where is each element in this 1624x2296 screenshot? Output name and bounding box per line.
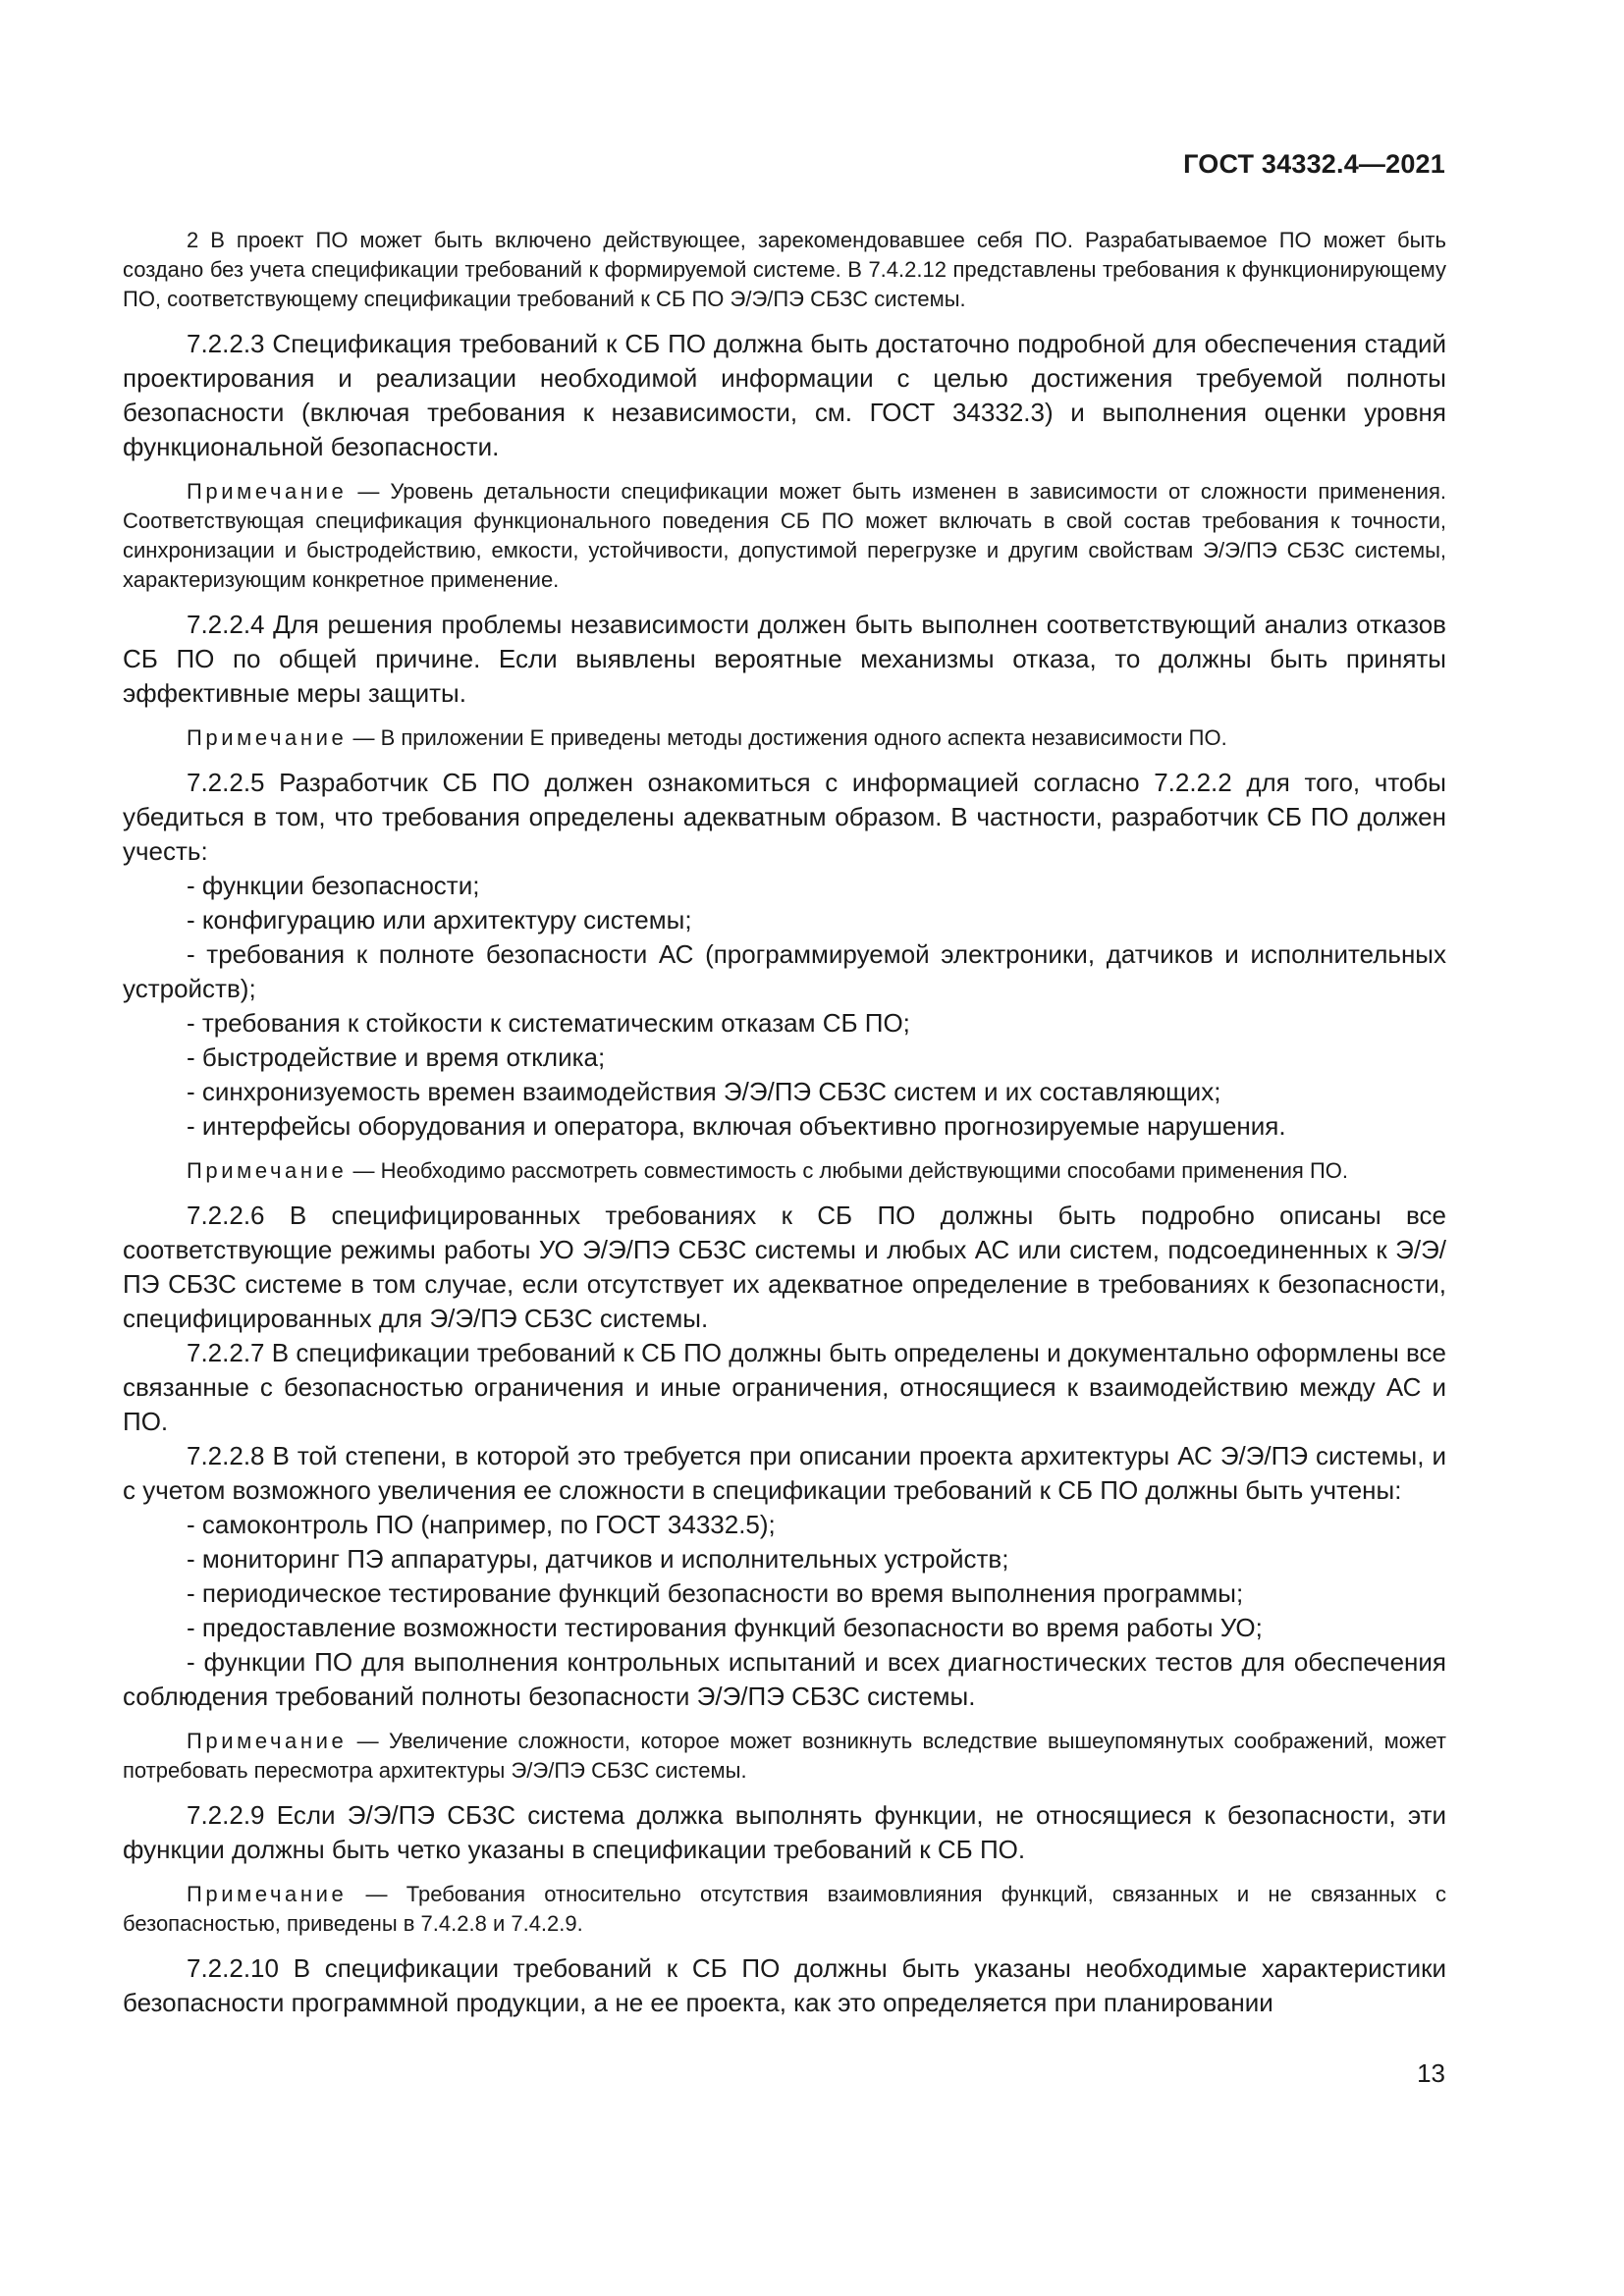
note-label: Примечание: [187, 479, 348, 504]
list-item: - периодическое тестирование функций безопасности во время выполнения программы;: [187, 1578, 1244, 1608]
note-text: — Необходимо рассмотреть совместимость с любыми действующими способами применения ПО.: [347, 1158, 1348, 1183]
clause-7-2-2-3: 7.2.2.3 Спецификация требований к СБ ПО должна быть достаточно подробной для обеспечения стадий проектирования и реализации необходимой информации с целью достижения требуемой полноты безопасности (включая требования к независимости, см. ГОСТ 34332.3) и выполнения оценки уровня функциональной безопасности.: [123, 329, 1446, 461]
note-text: — В приложении Е приведены методы достижения одного аспекта независимости ПО.: [347, 725, 1227, 750]
clause-7-2-2-4: 7.2.2.4 Для решения проблемы независимости должен быть выполнен соответствующий анализ отказов СБ ПО по общей причине. Если выявлены вероятные механизмы отказа, то должны быть приняты эффективные меры защиты.: [123, 610, 1446, 708]
note-text: — Уровень детальности спецификации может быть изменен в зависимости от сложности применения. Соответствующая спецификация функционального поведения СБ ПО может включать в свой состав требования к точности, синхронизации и быстродействию, емкости, устойчивости, допустимой перегрузке и другим свойствам Э/Э/ПЭ СБЗС системы, характеризующим конкретное применение.: [123, 479, 1446, 592]
clause-7-2-2-8: 7.2.2.8 В той степени, в которой это требуется при описании проекта архитектуры АС Э/Э/ПЭ системы, и с учетом возможного увеличения ее сложности в спецификации требований к СБ ПО должны быть учтены:: [123, 1441, 1446, 1505]
page-body: [123, 226, 1446, 2020]
clause-7-2-2-5: 7.2.2.5 Разработчик СБ ПО должен ознакомиться с информацией согласно 7.2.2.2 для того, чтобы убедиться в том, что требования определены адекватным образом. В частности, разработчик СБ ПО должен учесть:: [123, 768, 1446, 866]
clause-7-2-2-7: 7.2.2.7 В спецификации требований к СБ ПО должны быть определены и документально оформлены все связанные с безопасностью ограничения и иные ограничения, относящиеся к взаимодействию между АС и ПО.: [123, 1338, 1446, 1436]
page-number: 13: [1417, 2058, 1445, 2088]
note-1: [123, 477, 1446, 595]
note-text: — Требования относительно отсутствия взаимовлияния функций, связанных и не связанных с безопасностью, приведены в 7.4.2.8 и 7.4.2.9.: [123, 1882, 1446, 1936]
list-item: - требования к полноте безопасности АС (программируемой электроники, датчиков и исполнительных устройств);: [123, 939, 1446, 1003]
standard-header: ГОСТ 34332.4—2021: [1183, 149, 1445, 179]
list-item: - предоставление возможности тестирования функций безопасности во время работы УО;: [187, 1613, 1263, 1642]
list-item: - мониторинг ПЭ аппаратуры, датчиков и исполнительных устройств;: [187, 1544, 1009, 1574]
note-3: [123, 1156, 1446, 1186]
note-label: Примечание: [187, 1882, 348, 1906]
list-item: - конфигурацию или архитектуру системы;: [187, 905, 692, 934]
note-text: — Увеличение сложности, которое может возникнуть вследствие вышеупомянутых соображений, может потребовать пересмотра архитектуры Э/Э/ПЭ СБЗС системы.: [123, 1729, 1446, 1783]
list-item: - быстродействие и время отклика;: [187, 1042, 606, 1072]
note-label: Примечание: [187, 725, 348, 750]
note-4: [123, 1727, 1446, 1786]
clause-7-2-2-6: 7.2.2.6 В специфицированных требованиях к СБ ПО должны быть подробно описаны все соответствующие режимы работы УО Э/Э/ПЭ СБЗС системы и любых АС или систем, подсоединенных к Э/Э/ПЭ СБЗС системе в том случае, если отсутствует их адекватное определение в требованиях к безопасности, специфицированных для Э/Э/ПЭ СБЗС системы.: [123, 1201, 1446, 1333]
list-item: - функции ПО для выполнения контрольных испытаний и всех диагностических тестов для обеспечения соблюдения требований полноты безопасности Э/Э/ПЭ СБЗС системы.: [123, 1647, 1446, 1711]
clause-7-2-2-10: 7.2.2.10 В спецификации требований к СБ ПО должны быть указаны необходимые характеристики безопасности программной продукции, а не ее проекта, как это определяется при планировании: [123, 1953, 1446, 2017]
list-item: - функции безопасности;: [187, 871, 480, 900]
note-paragraph: 2 В проект ПО может быть включено действующее, зарекомендовавшее себя ПО. Разрабатываемое ПО может быть создано без учета спецификации требований к формируемой системе. В 7.4.2.12 представлены требования к функционирующему ПО, соответствующему спецификации требований к СБ ПО Э/Э/ПЭ СБЗС системы.: [123, 228, 1446, 311]
list-item: - интерфейсы оборудования и оператора, включая объективно прогнозируемые нарушения.: [187, 1111, 1286, 1141]
clause-7-2-2-9: 7.2.2.9 Если Э/Э/ПЭ СБЗС система должка выполнять функции, не относящиеся к безопасности, эти функции должны быть четко указаны в спецификации требований к СБ ПО.: [123, 1800, 1446, 1864]
list-item: - самоконтроль ПО (например, по ГОСТ 34332.5);: [187, 1510, 776, 1539]
note-label: Примечание: [187, 1729, 348, 1753]
list-item: - синхронизуемость времен взаимодействия Э/Э/ПЭ СБЗС систем и их составляющих;: [187, 1077, 1221, 1106]
list-item: - требования к стойкости к систематическим отказам СБ ПО;: [187, 1008, 910, 1038]
note-2: [123, 723, 1446, 753]
note-5: [123, 1880, 1446, 1939]
note-label: Примечание: [187, 1158, 348, 1183]
